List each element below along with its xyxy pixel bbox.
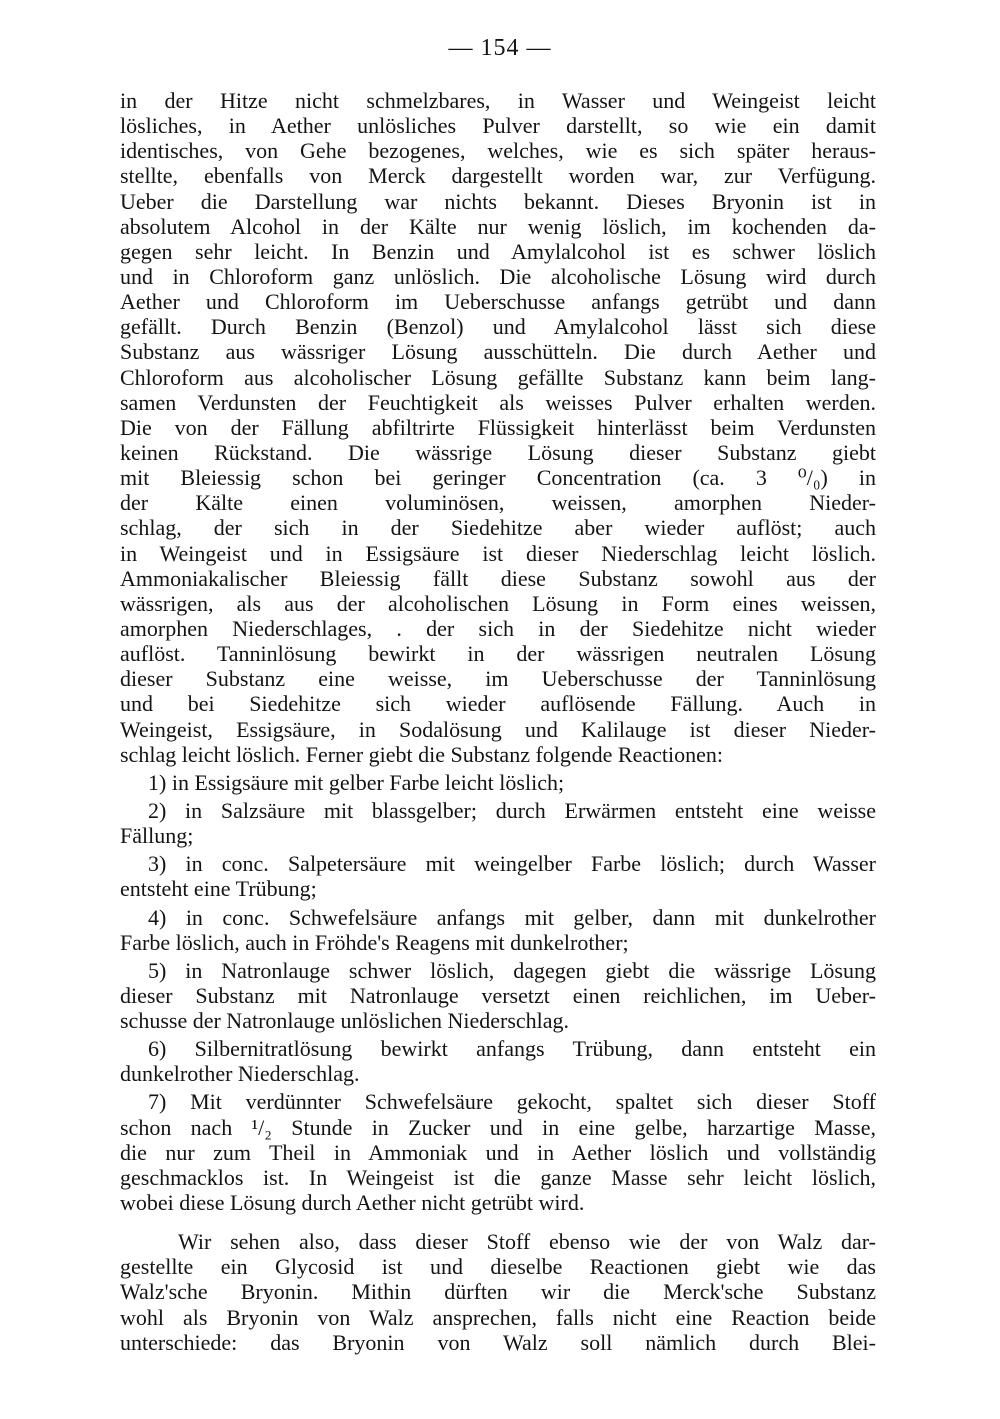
text-line: Wir sehen also, dass dieser Stoff ebenso wie der von Walz dar- [178, 1229, 876, 1255]
text-line: Substanz aus wässriger Lösung ausschütteln. Die durch Aether und [120, 339, 876, 365]
text-line: schlag leicht löslich. Ferner giebt die Substanz folgende Reactionen: [120, 741, 723, 767]
text-line: geschmacklos ist. In Weingeist ist die ganze Masse sehr leicht löslich, [120, 1164, 876, 1190]
text-line: wässrigen, als aus der alcoholischen Lösung in Form eines weissen, [120, 590, 876, 616]
text-line: stellte, ebenfalls von Merck dargestellt worden war, zur Verfügung. [120, 163, 876, 189]
text-line: 4) in conc. Schwefelsäure anfangs mit gelber, dann mit dunkelrother [148, 904, 876, 930]
text-line: 6) Silbernitratlösung bewirkt anfangs Trübung, dann entsteht ein [148, 1036, 876, 1062]
text-line: unterschiede: das Bryonin von Walz soll nämlich durch Blei- [120, 1329, 876, 1355]
text-line: mit Bleiessig schon bei geringer Concentration (ca. 3 ⁰/₀) in [120, 465, 876, 491]
text-line: Ueber die Darstellung war nichts bekannt. Dieses Bryonin ist in [120, 188, 876, 214]
text-line: dieser Substanz mit Natronlauge versetzt einen reichlichen, im Ueber- [120, 982, 876, 1008]
text-line: in Weingeist und in Essigsäure ist dieser Niederschlag leicht löslich. [120, 540, 876, 566]
text-line: samen Verdunsten der Feuchtigkeit als weisses Pulver erhalten werden. [120, 389, 876, 415]
body-text [120, 88, 876, 1355]
text-line: 3) in conc. Salpetersäure mit weingelber Farbe löslich; durch Wasser [148, 851, 876, 877]
text-line: entsteht eine Trübung; [120, 876, 317, 902]
text-line: schon nach ¹/₂ Stunde in Zucker und in eine gelbe, harzartige Masse, [120, 1114, 876, 1140]
text-line: und in Chloroform ganz unlöslich. Die alcoholische Lösung wird durch [120, 263, 876, 289]
text-line: schusse der Natronlauge unlöslichen Niederschlag. [120, 1008, 570, 1034]
text-line: der Kälte einen voluminösen, weissen, amorphen Nieder- [120, 490, 876, 516]
page-number: — 154 — [448, 35, 552, 61]
text-line: Weingeist, Essigsäure, in Sodalösung und Kalilauge ist dieser Nieder- [120, 716, 876, 742]
text-line: absolutem Alcohol in der Kälte nur wenig löslich, im kochenden da- [120, 213, 876, 239]
text-line: lösliches, in Aether unlösliches Pulver darstellt, so wie ein damit [120, 113, 876, 139]
text-line: wobei diese Lösung durch Aether nicht getrübt wird. [120, 1190, 585, 1216]
text-line: Die von der Fällung abfiltrirte Flüssigkeit hinterlässt beim Verdunsten [120, 414, 876, 440]
text-line: Farbe löslich, auch in Fröhde's Reagens mit dunkelrother; [120, 929, 629, 955]
text-line: dieser Substanz eine weisse, im Ueberschusse der Tanninlösung [120, 666, 876, 692]
text-line: in der Hitze nicht schmelzbares, in Wasser und Weingeist leicht [120, 88, 876, 113]
text-line: 5) in Natronlauge schwer löslich, dagegen giebt die wässrige Lösung [148, 957, 876, 983]
paragraph-gap [120, 1215, 876, 1229]
text-line: Aether und Chloroform im Ueberschusse anfangs getrübt und dann [120, 289, 876, 315]
text-line: wohl als Bryonin von Walz ansprechen, falls nicht eine Reaction beide [120, 1304, 876, 1330]
text-line: die nur zum Theil in Ammoniak und in Aether löslich und vollständig [120, 1139, 876, 1165]
text-line: gestellte ein Glycosid ist und dieselbe Reactionen giebt wie das [120, 1254, 876, 1280]
text-line: Walz'sche Bryonin. Mithin dürften wir die Merck'sche Substanz [120, 1279, 876, 1305]
text-line: 1) in Essigsäure mit gelber Farbe leicht löslich; [148, 769, 565, 795]
text-line: Chloroform aus alcoholischer Lösung gefällte Substanz kann beim lang- [120, 364, 876, 390]
text-line: amorphen Niederschlages, . der sich in der Siedehitze nicht wieder [120, 615, 876, 641]
text-line: identisches, von Gehe bezogenes, welches, wie es sich später heraus- [120, 138, 876, 164]
text-line: Ammoniakalischer Bleiessig fällt diese Substanz sowohl aus der [120, 565, 876, 591]
text-line: Fällung; [120, 823, 194, 849]
text-line: und bei Siedehitze sich wieder auflösende Fällung. Auch in [120, 691, 876, 717]
text-line: gegen sehr leicht. In Benzin und Amylalcohol ist es schwer löslich [120, 238, 876, 264]
text-line: schlag, der sich in der Siedehitze aber wieder auflöst; auch [120, 515, 876, 541]
text-line: 7) Mit verdünnter Schwefelsäure gekocht, spaltet sich dieser Stoff [148, 1089, 876, 1115]
text-line: 2) in Salzsäure mit blassgelber; durch Erwärmen entsteht eine weisse [148, 797, 876, 823]
text-line: auflöst. Tanninlösung bewirkt in der wässrigen neutralen Lösung [120, 641, 876, 667]
text-line: gefällt. Durch Benzin (Benzol) und Amylalcohol lässt sich diese [120, 314, 876, 340]
text-line: dunkelrother Niederschlag. [120, 1061, 360, 1087]
text-line: keinen Rückstand. Die wässrige Lösung dieser Substanz giebt [120, 439, 876, 465]
